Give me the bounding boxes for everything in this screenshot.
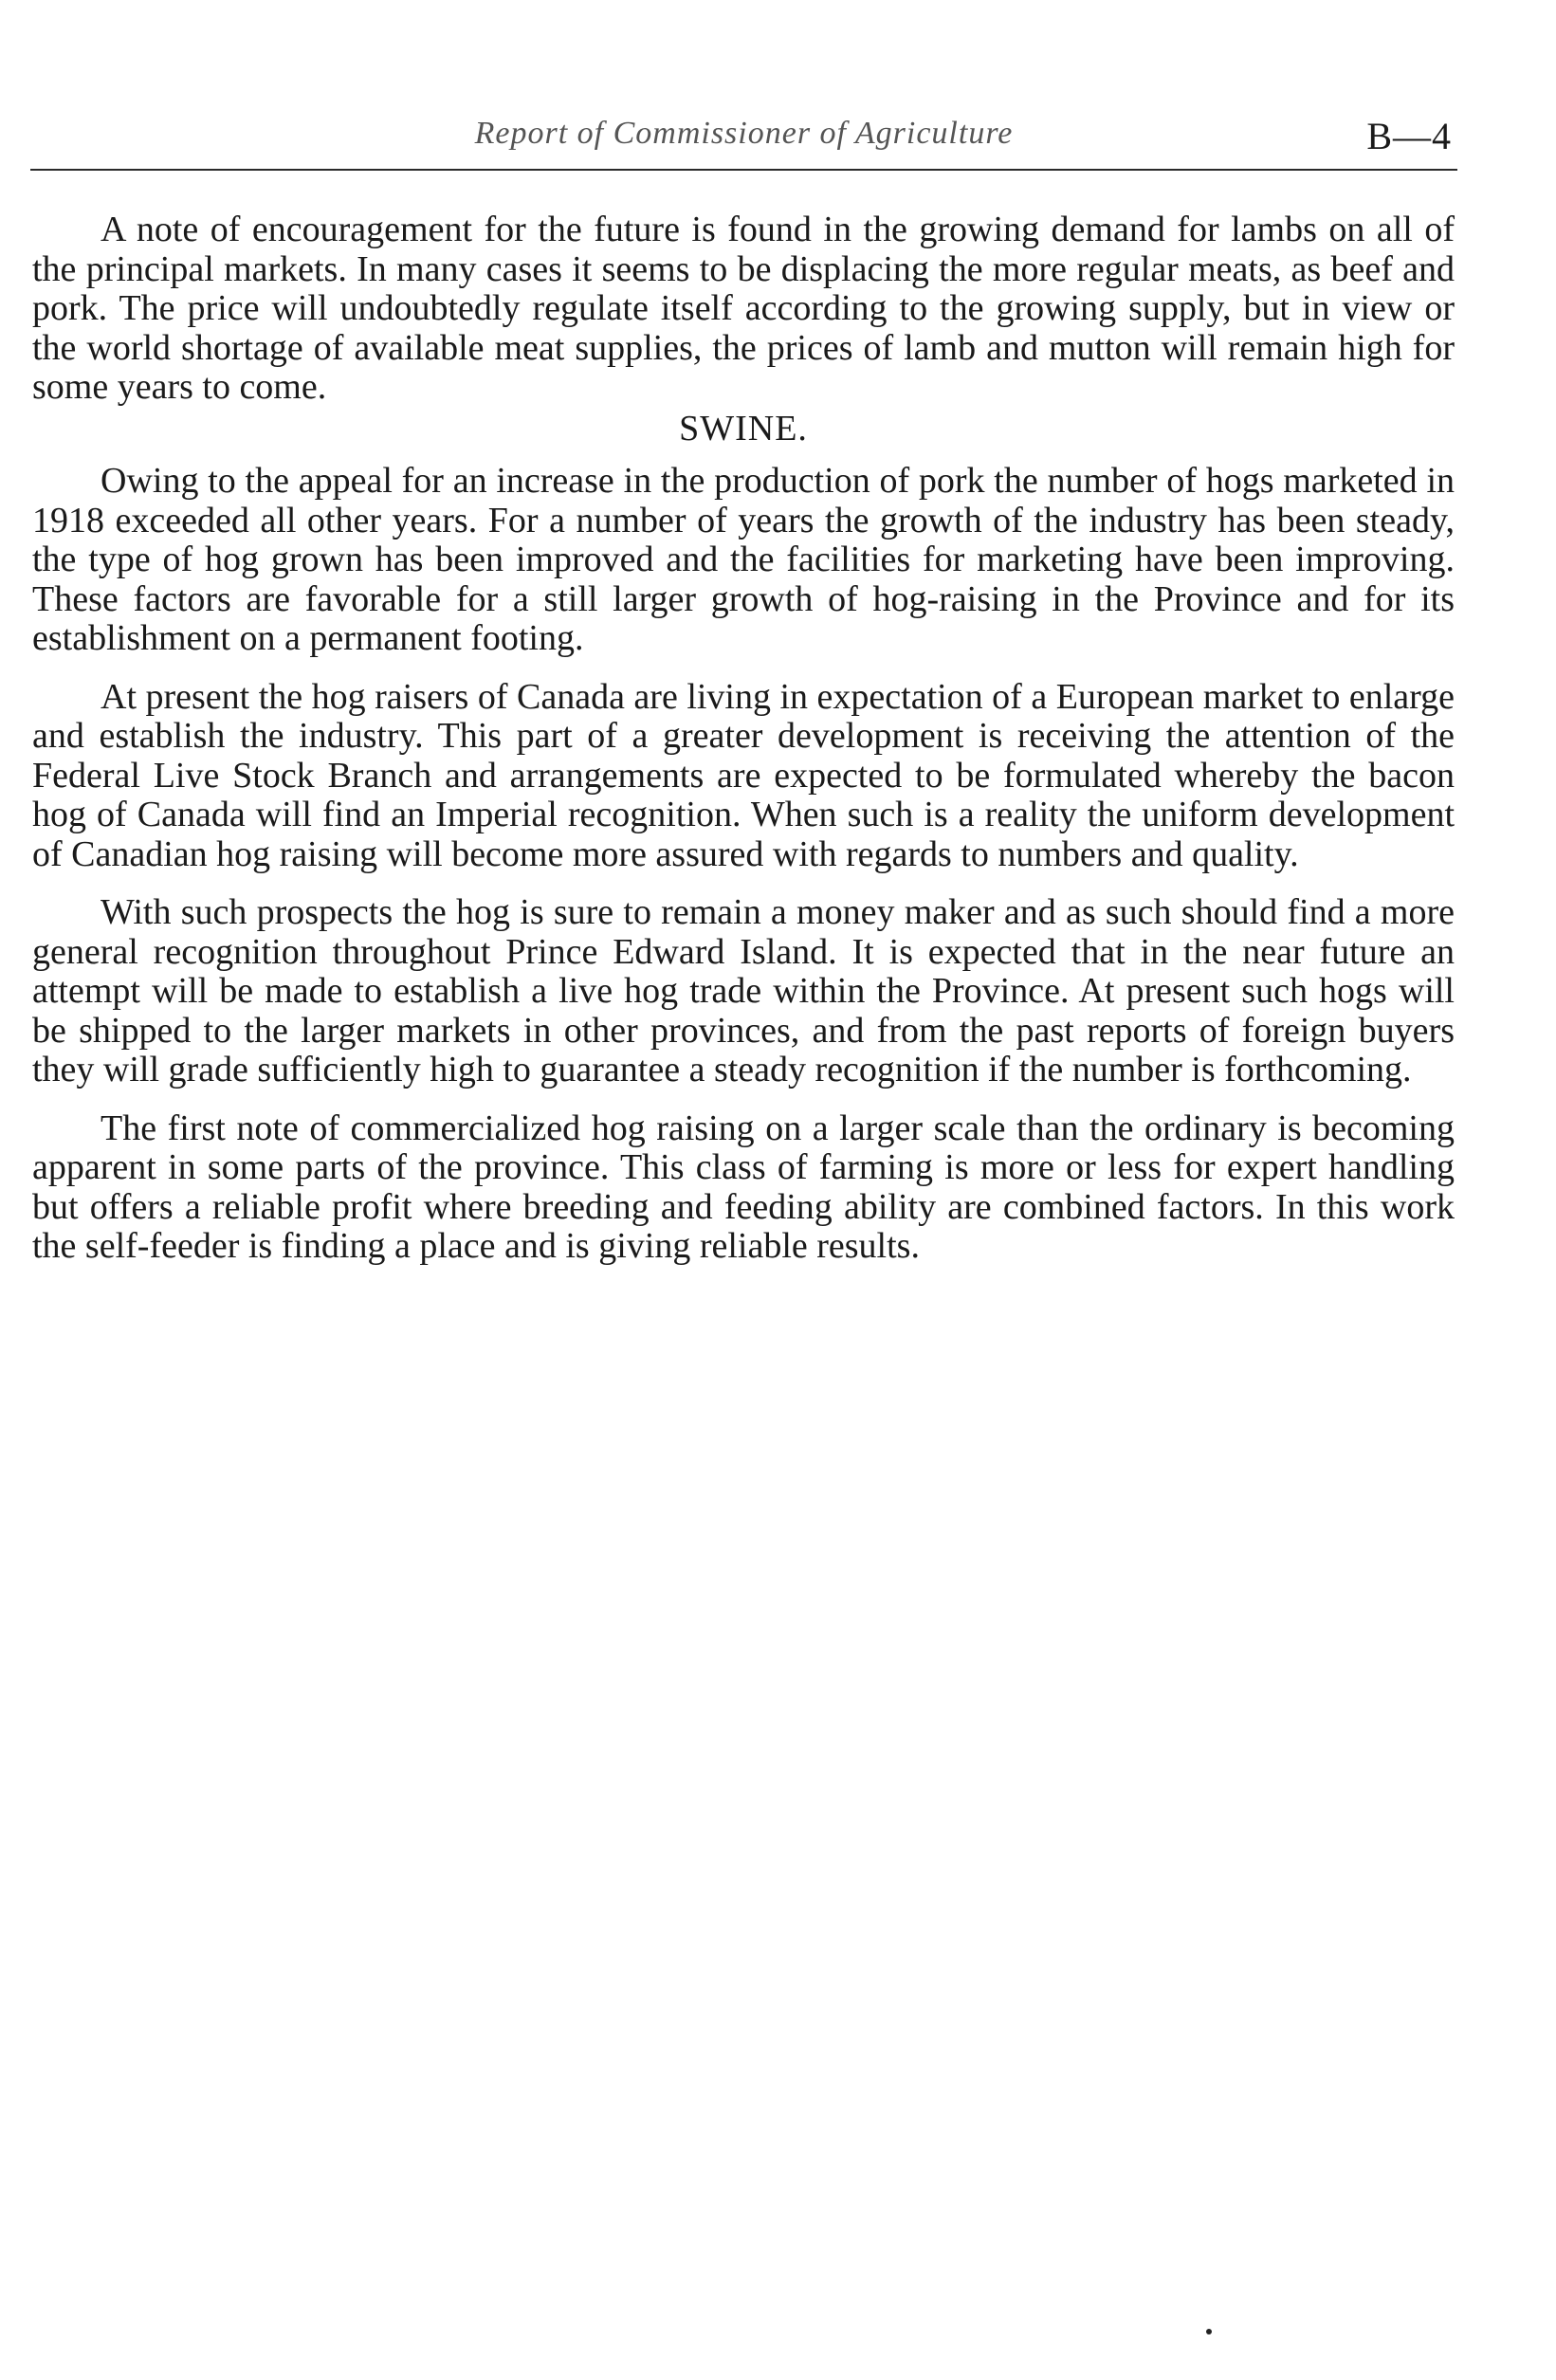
paragraph-commercialized-hog-raising: The first note of commercialized hog raising on a larger scale than the ordinary is becoming apparent in some parts of the province. This class of farming is more or less for expert handling but offers a reliable profit where breeding and feeding ability are combined factors. In this work the self-feeder is finding a place and is giving reliable results. — [32, 1108, 1455, 1266]
running-header — [30, 112, 1457, 171]
paragraph-european-market: At present the hog raisers of Canada are living in expectation of a European market to enlarge and establish the industry. This part of a greater development is receiving the attention of the Federal Live Stock Branch and arrangements are expected to be formulated whereby the bacon hog of Canada will find an Imperial recognition. When such is a reality the uniform development of Canadian hog raising will become more assured with regards to numbers and quality. — [32, 676, 1455, 874]
paragraph-lamb-demand: A note of encouragement for the future is found in the growing demand for lambs on all of the principal markets. In many cases it seems to be displacing the more regular meats, as beef and pork. The price will undoubtedly regulate itself according to the growing supply, but in view or the world shortage of available meat supplies, the prices of lamb and mutton will remain high for some years to come. — [32, 210, 1455, 407]
page-number: B—4 — [1366, 115, 1452, 157]
paragraph-pork-production: Owing to the appeal for an increase in the production of pork the number of hogs marketed in 1918 exceeded all other years. For a number of years the growth of the industry has been steady, the type of hog grown has been improved and the facilities for marketing have been improving. These factors are favorable for a still larger growth of hog-raising in the Province and for its establishment on a permanent footing. — [32, 461, 1455, 658]
paragraph-hog-prospects: With such prospects the hog is sure to remain a money maker and as such should find a more general recognition throughout Prince Edward Island. It is expected that in the near future an attempt will be made to establish a live hog trade within the Province. At present such hogs will be shipped to the larger markets in other provinces, and from the past reports of foreign buyers they will grade sufficiently high to guarantee a steady recognition if the number is forthcoming. — [32, 892, 1455, 1089]
body-text — [32, 211, 1455, 1267]
section-heading-swine: SWINE. — [679, 408, 808, 449]
running-title: Report of Commissioner of Agriculture — [474, 116, 1014, 151]
print-speck — [1206, 2329, 1212, 2334]
